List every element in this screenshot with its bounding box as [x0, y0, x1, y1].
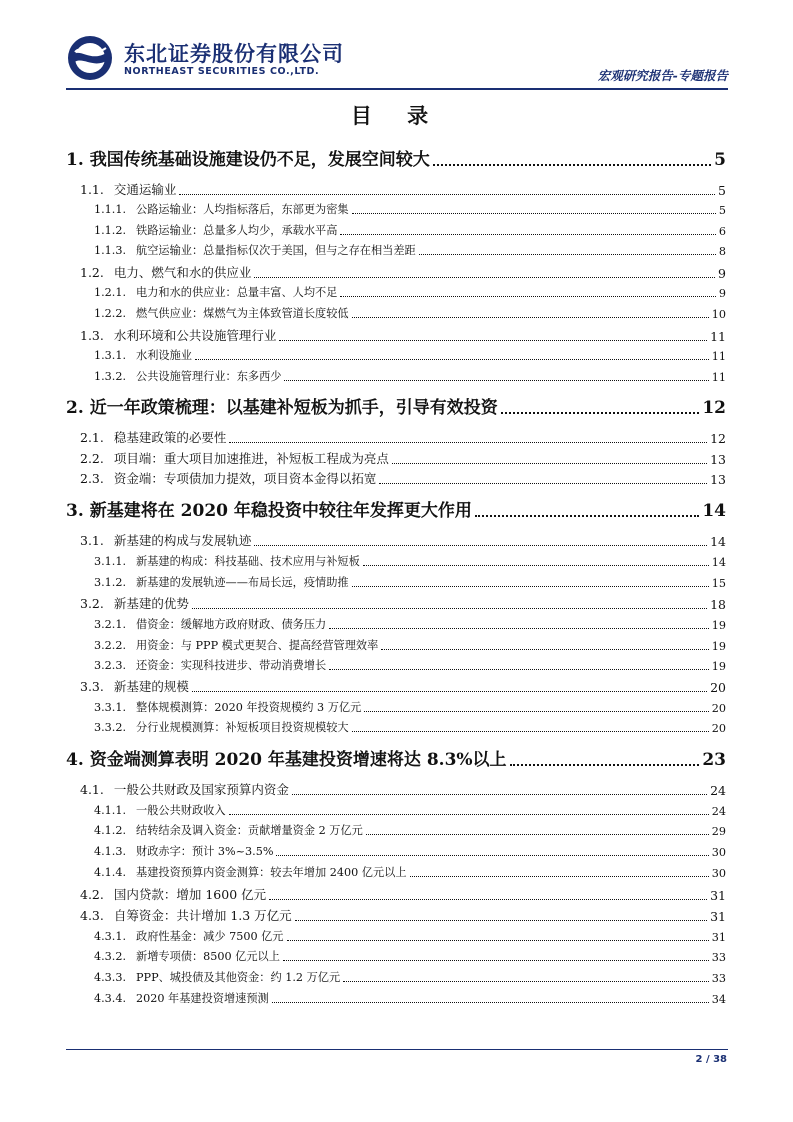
toc-leader-dots [192, 608, 707, 609]
toc-entry-page: 15 [711, 577, 726, 590]
toc-entry-level-1[interactable] [66, 499, 726, 521]
toc-entry-text: 新基建的构成与发展轨迹 [113, 533, 252, 548]
toc-entry-level-3[interactable] [94, 222, 726, 238]
toc-entry-number: 2.3. [80, 471, 104, 486]
toc-entry-text: 财政赤字：预计 3%~3.5% [136, 845, 274, 858]
toc-entry-text: 资金端：专项债加力提效，项目资本金得以拓宽 [113, 471, 377, 486]
toc-entry-level-3[interactable] [94, 616, 726, 632]
toc-entry-number: 4.3.2. [94, 950, 127, 963]
toc-leader-dots [510, 764, 700, 766]
toc-entry-page: 19 [711, 660, 726, 673]
toc-entry-page: 6 [718, 225, 726, 238]
toc-entry-page: 31 [710, 909, 726, 924]
toc-entry-page: 11 [711, 350, 726, 363]
toc-entry-text: 2020 年基建投资增速预测 [136, 992, 269, 1005]
toc-entry-number: 3.2.1. [94, 618, 127, 631]
toc-entry-level-2[interactable] [80, 595, 726, 612]
toc-leader-dots [295, 920, 707, 921]
toc-leader-dots [379, 483, 707, 484]
toc-entry-page: 11 [711, 371, 726, 384]
toc-entry-number: 4.1.1. [94, 804, 127, 817]
toc-entry-level-3[interactable] [94, 201, 726, 217]
toc-entry-number: 1.3. [80, 328, 104, 343]
toc-entry-level-3[interactable] [94, 347, 726, 363]
toc-entry-page: 20 [710, 680, 726, 695]
toc-entry-number: 1.1. [80, 182, 104, 197]
toc-entry-number: 1.1.2. [94, 224, 127, 237]
toc-entry-text: 公路运输业：人均指标落后，东部更为密集 [136, 203, 349, 216]
toc-entry-number: 1.2.1. [94, 286, 127, 299]
toc-entry-level-2[interactable] [80, 450, 726, 467]
toc-entry-level-1[interactable] [66, 396, 726, 418]
toc-entry-text: 新基建的优势 [113, 596, 189, 611]
toc-entry-page: 23 [702, 750, 726, 770]
toc-entry-number: 3. [66, 501, 84, 521]
toc-entry-level-3[interactable] [94, 699, 726, 715]
toc-entry-number: 4.2. [80, 887, 104, 902]
toc-entry-text: 用资金：与 PPP 模式更契合、提高经营管理效率 [136, 639, 379, 652]
toc-entry-page: 24 [710, 783, 726, 798]
toc-entry-text: 结转结余及调入资金：贡献增量资金 2 万亿元 [136, 824, 363, 837]
toc-entry-text: 分行业规模测算：补短板项目投资规模较大 [136, 721, 349, 734]
toc-leader-dots [254, 277, 715, 278]
toc-leader-dots [329, 628, 709, 629]
footer-divider [66, 1049, 728, 1050]
toc-leader-dots [192, 691, 707, 692]
toc-entry-number: 3.1. [80, 533, 104, 548]
toc-entry-text: 近一年政策梳理：以基建补短板为抓手，引导有效投资 [89, 398, 498, 418]
toc-entry-number: 1.2. [80, 265, 104, 280]
toc-entry-level-2[interactable] [80, 886, 726, 903]
toc-entry-number: 1. [66, 150, 84, 170]
toc-leader-dots [410, 876, 709, 877]
toc-entry-level-3[interactable] [94, 864, 726, 880]
toc-entry-level-2[interactable] [80, 429, 726, 446]
toc-entry-text: 还资金：实现科技进步、带动消费增长 [136, 659, 327, 672]
toc-entry-text: 铁路运输业：总量多人均少，承载水平高 [136, 224, 338, 237]
toc-entry-number: 4.1.4. [94, 866, 127, 879]
toc-entry-number: 3.1.2. [94, 576, 127, 589]
toc-entry-number: 4.3.3. [94, 971, 127, 984]
toc-leader-dots [352, 731, 709, 732]
toc-entry-page: 30 [711, 846, 726, 859]
toc-entry-number: 4. [66, 750, 84, 770]
toc-entry-level-3[interactable] [94, 305, 726, 321]
toc-leader-dots [283, 960, 709, 961]
toc-entry-number: 3.2.2. [94, 639, 127, 652]
toc-entry-number: 3.3.1. [94, 701, 127, 714]
toc-entry-page: 14 [710, 534, 726, 549]
toc-leader-dots [284, 380, 708, 381]
toc-entry-level-3[interactable] [94, 990, 726, 1006]
toc-leader-dots [340, 296, 715, 297]
toc-entry-level-3[interactable] [94, 948, 726, 964]
toc-leader-dots [433, 164, 711, 166]
page-number: 2 / 38 [695, 1054, 727, 1065]
toc-entry-text: 新增专项债：8500 亿元以上 [136, 950, 280, 963]
toc-entry-level-3[interactable] [94, 553, 726, 569]
toc-entry-page: 20 [711, 702, 726, 715]
toc-leader-dots [229, 814, 709, 815]
toc-entry-text: 资金端测算表明 2020 年基建投资增速将达 8.3%以上 [89, 750, 507, 770]
toc-leader-dots [419, 254, 716, 255]
toc-entry-level-1[interactable] [66, 148, 726, 170]
toc-entry-page: 5 [714, 150, 726, 170]
toc-entry-number: 4.3.4. [94, 992, 127, 1005]
toc-entry-level-2[interactable] [80, 181, 726, 198]
toc-entry-page: 31 [710, 888, 726, 903]
toc-entry-level-2[interactable] [80, 781, 726, 798]
toc-entry-page: 19 [711, 619, 726, 632]
toc-entry-number: 3.3. [80, 679, 104, 694]
toc-entry-text: 一般公共财政及国家预算内资金 [113, 782, 289, 797]
toc-entry-level-3[interactable] [94, 928, 726, 944]
report-type: 宏观研究报告-专题报告 [597, 68, 728, 83]
toc-entry-level-2[interactable] [80, 327, 726, 344]
toc-leader-dots [392, 463, 707, 464]
toc-entry-text: PPP、城投债及其他资金：约 1.2 万亿元 [136, 971, 341, 984]
toc-entry-text: 电力、燃气和水的供应业 [113, 265, 252, 280]
company-name-cn: 东北证券股份有限公司 [124, 42, 344, 66]
toc-entry-text: 政府性基金：减少 7500 亿元 [136, 930, 284, 943]
toc-entry-page: 14 [702, 501, 726, 521]
toc-entry-number: 1.3.1. [94, 349, 127, 362]
company-name-en: NORTHEAST SECURITIES CO.,LTD. [124, 66, 320, 77]
toc-leader-dots [292, 794, 707, 795]
toc-entry-text: 电力和水的供应业：总量丰富、人均不足 [136, 286, 338, 299]
toc-leader-dots [364, 711, 708, 712]
toc-entry-page: 19 [711, 640, 726, 653]
toc-entry-text: 水利环境和公共设施管理行业 [113, 328, 277, 343]
toc-entry-number: 2. [66, 398, 84, 418]
toc-entry-page: 30 [711, 867, 726, 880]
toc-entry-text: 交通运输业 [113, 182, 177, 197]
toc-leader-dots [381, 649, 708, 650]
toc-entry-text: 新基建的构成：科技基础、技术应用与补短板 [136, 555, 360, 568]
toc-entry-level-3[interactable] [94, 843, 726, 859]
toc-leader-dots [287, 940, 709, 941]
toc-entry-text: 整体规模测算：2020 年投资规模约 3 万亿元 [136, 701, 362, 714]
toc-entry-text: 我国传统基础设施建设仍不足，发展空间较大 [89, 150, 430, 170]
toc-entry-number: 1.1.1. [94, 203, 127, 216]
toc-entry-text: 新基建将在 2020 年稳投资中较往年发挥更大作用 [89, 501, 472, 521]
toc-entry-number: 2.2. [80, 451, 104, 466]
toc-entry-level-3[interactable] [94, 657, 726, 673]
toc-entry-number: 1.1.3. [94, 244, 127, 257]
toc-entry-level-3[interactable] [94, 637, 726, 653]
toc-leader-dots [363, 565, 709, 566]
toc-entry-text: 公共设施管理行业：东多西少 [136, 370, 282, 383]
toc-entry-page: 13 [710, 472, 726, 487]
toc-entry-page: 14 [711, 556, 726, 569]
toc-leader-dots [352, 586, 709, 587]
toc-entry-page: 10 [711, 308, 726, 321]
toc-entry-level-2[interactable] [80, 678, 726, 695]
toc-leader-dots [329, 669, 709, 670]
toc-entry-level-2[interactable] [80, 264, 726, 281]
toc-leader-dots [340, 234, 715, 235]
toc-entry-page: 12 [710, 431, 726, 446]
toc-entry-level-3[interactable] [94, 719, 726, 735]
toc-entry-page: 31 [711, 931, 726, 944]
toc-entry-page: 9 [718, 287, 726, 300]
toc-entry-text: 国内贷款：增加 1600 亿元 [113, 887, 267, 902]
toc-entry-number: 1.2.2. [94, 307, 127, 320]
toc-entry-page: 34 [711, 993, 726, 1006]
toc-entry-level-3[interactable] [94, 822, 726, 838]
toc-leader-dots [279, 340, 707, 341]
toc-entry-number: 4.1.3. [94, 845, 127, 858]
toc-entry-text: 新基建的规模 [113, 679, 189, 694]
toc-entry-level-3[interactable] [94, 284, 726, 300]
toc-entry-number: 4.3.1. [94, 930, 127, 943]
toc-entry-page: 33 [711, 972, 726, 985]
toc-entry-page: 29 [711, 825, 726, 838]
toc-leader-dots [343, 981, 709, 982]
toc-leader-dots [269, 899, 707, 900]
toc-entry-level-3[interactable] [94, 574, 726, 590]
toc-entry-level-3[interactable] [94, 368, 726, 384]
toc-entry-text: 一般公共财政收入 [136, 804, 226, 817]
toc-entry-number: 4.1. [80, 782, 104, 797]
toc-entry-level-2[interactable] [80, 907, 726, 924]
toc-leader-dots [179, 194, 715, 195]
toc-entry-page: 33 [711, 951, 726, 964]
toc-entry-number: 3.1.1. [94, 555, 127, 568]
toc-leader-dots [229, 442, 707, 443]
toc-entry-level-2[interactable] [80, 470, 726, 487]
toc-leader-dots [475, 515, 699, 517]
toc-entry-text: 稳基建政策的必要性 [113, 430, 227, 445]
toc-entry-number: 3.2. [80, 596, 104, 611]
toc-leader-dots [276, 855, 708, 856]
toc-entry-page: 9 [718, 266, 726, 281]
toc-entry-page: 5 [718, 183, 726, 198]
toc-leader-dots [366, 834, 709, 835]
toc-entry-page: 5 [718, 204, 726, 217]
toc-entry-page: 12 [702, 398, 726, 418]
toc-entry-text: 项目端：重大项目加速推进，补短板工程成为亮点 [113, 451, 389, 466]
toc-entry-level-3[interactable] [94, 242, 726, 258]
toc-entry-text: 基建投资预算内资金测算：较去年增加 2400 亿元以上 [136, 866, 407, 879]
toc-entry-level-3[interactable] [94, 969, 726, 985]
toc-entry-number: 1.3.2. [94, 370, 127, 383]
toc-entry-number: 2.1. [80, 430, 104, 445]
toc-entry-number: 4.1.2. [94, 824, 127, 837]
toc-entry-text: 航空运输业：总量指标仅次于美国，但与之存在相当差距 [136, 244, 416, 257]
toc-entry-level-1[interactable] [66, 748, 726, 770]
toc-entry-number: 4.3. [80, 908, 104, 923]
toc-entry-level-3[interactable] [94, 802, 726, 818]
toc-entry-number: 3.3.2. [94, 721, 127, 734]
toc-entry-level-2[interactable] [80, 532, 726, 549]
toc-entry-page: 18 [710, 597, 726, 612]
toc-entry-page: 13 [710, 452, 726, 467]
toc-leader-dots [195, 359, 709, 360]
toc-entry-text: 水利设施业 [136, 349, 192, 362]
toc-entry-text: 新基建的发展轨迹——布局长远，疫情助推 [136, 576, 349, 589]
toc-leader-dots [352, 317, 709, 318]
toc-entry-page: 20 [711, 722, 726, 735]
toc-entry-text: 借资金：缓解地方政府财政、债务压力 [136, 618, 327, 631]
toc-entry-page: 8 [718, 245, 726, 258]
toc-leader-dots [352, 213, 716, 214]
toc-entry-text: 自筹资金：共计增加 1.3 万亿元 [113, 908, 292, 923]
toc-leader-dots [501, 412, 700, 414]
toc-title: 目 录 [350, 104, 443, 128]
toc-leader-dots [254, 545, 707, 546]
toc-entry-text: 燃气供应业：煤燃气为主体致管道长度较低 [136, 307, 349, 320]
toc-entry-page: 24 [711, 805, 726, 818]
toc-entry-number: 3.2.3. [94, 659, 127, 672]
toc-entry-page: 11 [710, 329, 726, 344]
toc-leader-dots [272, 1002, 709, 1003]
